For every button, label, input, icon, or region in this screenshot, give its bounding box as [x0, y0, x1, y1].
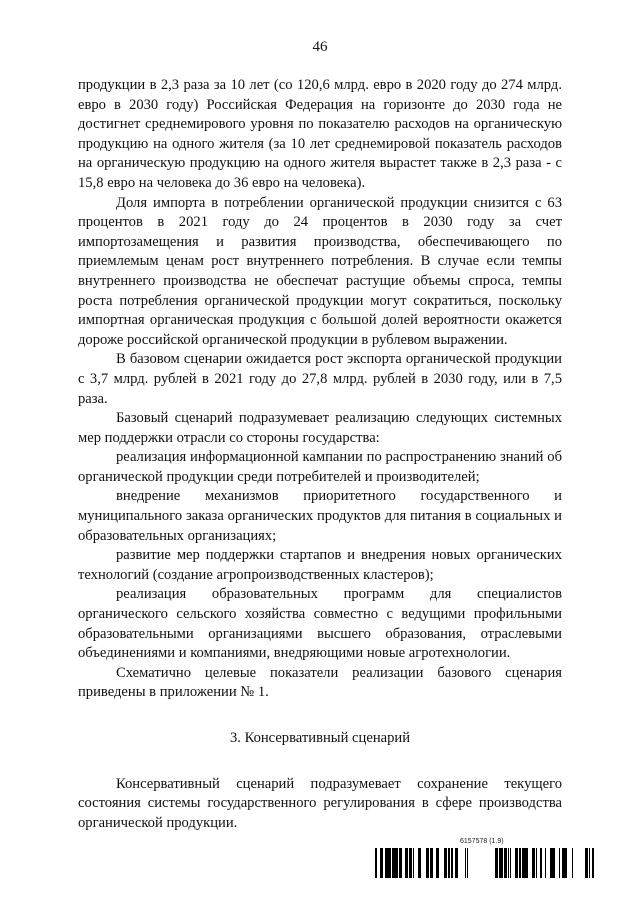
paragraph: Консервативный сценарий подразумевает сохранение текущего состояния системы государственного регулирования в сфере производства органической продукции. — [78, 775, 562, 831]
paragraph: В базовом сценарии ожидается рост экспорта органической продукции с 3,7 млрд. рублей в 2021 году до 27,8 млрд. рублей в 2030 году, или в 7,5 раза. — [78, 351, 562, 407]
barcode-image — [372, 848, 594, 878]
list-item: развитие мер поддержки стартапов и внедрения новых органических технологий (создание агропроизводственных кластеров); — [78, 547, 562, 583]
list-item: внедрение механизмов приоритетного государственного и муниципального заказа органических продуктов для питания в социальных и образовательных организациях; — [78, 488, 562, 544]
document-code: 6157578 (1.9) — [460, 838, 504, 845]
paragraph: Доля импорта в потреблении органической продукции снизится с 63 процентов в 2021 году до 24 процентов в 2030 году за счет импортозамещения и развития производства, обеспечивающего по приемлемым ценам рост внутреннего потребления. В случае если темпы внутреннего производства не обеспечат растущие объемы спроса, темпы роста потребления органической продукции могут сократиться, поскольку импортная органическая продукция с большой долей вероятности окажется дороже российской органической продукции в рублевом выражении. — [78, 194, 562, 348]
page-number: 46 — [312, 39, 328, 55]
list-item: реализация образовательных программ для специалистов органического сельского хозяйства совместно с ведущими профильными образовательными организациями высшего образования, отраслевыми объединениями и компаниями, внедряющими новые агротехнологии. — [78, 586, 562, 662]
paragraph: Схематично целевые показатели реализации базового сценария приведены в приложении № 1. — [78, 664, 562, 701]
list-item: реализация информационной кампании по распространению знаний об органической продукции среди потребителей и производителей; — [78, 449, 562, 485]
section-heading: 3. Консервативный сценарий — [229, 730, 411, 746]
paragraph: продукции в 2,3 раза за 10 лет (со 120,6 млрд. евро в 2020 году до 274 млрд. евро в 2030 году) Российская Федерация на горизонте до 2030 года не достигнет среднемирового уровня по показателю расходов на органическую продукцию на одного жителя (за 10 лет среднемировой показатель расходов на органическую продукцию на одного жителя вырастет также в 2,3 раза - с 15,8 евро на человека до 36 евро на человека). — [78, 77, 562, 191]
document-body — [78, 76, 562, 833]
paragraph: Базовый сценарий подразумевает реализацию следующих системных мер поддержки отрасли со стороны государства: — [78, 410, 562, 446]
